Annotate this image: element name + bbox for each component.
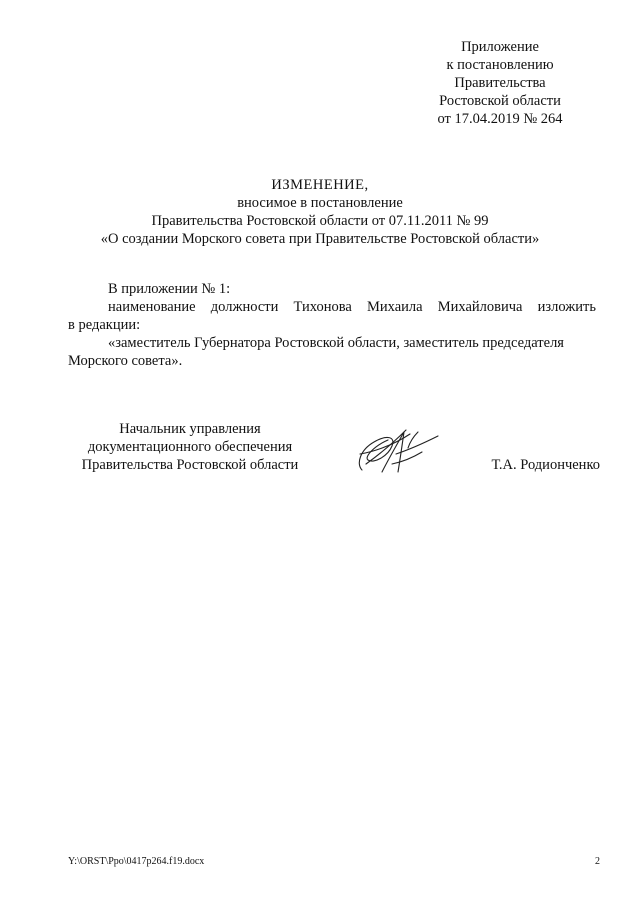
body-paragraph-line: в редакции: (68, 317, 141, 333)
appendix-line: Правительства (454, 75, 546, 91)
body-paragraph-line: Морского совета». (68, 353, 183, 369)
body-paragraph: В приложении № 1: (108, 281, 231, 297)
appendix-line: Приложение (461, 39, 539, 55)
page-number: 2 (595, 856, 600, 867)
position-line: Начальник управления (119, 421, 261, 437)
appendix-line: к постановлению (446, 57, 554, 73)
position-line: документационного обеспечения (87, 439, 293, 455)
document-title (60, 176, 580, 248)
appendix-line: Ростовской области (439, 93, 561, 109)
appendix-header (420, 38, 580, 128)
appendix-date-number: от 17.04.2019 № 264 (437, 111, 563, 127)
position-line: Правительства Ростовской области (81, 457, 299, 473)
document-body (68, 280, 596, 370)
body-paragraph-line: «заместитель Губернатора Ростовской области, заместитель председателя (108, 335, 564, 351)
title-line: Правительства Ростовской области от 07.11.2011 № 99 (151, 213, 489, 229)
signatory-position (60, 420, 320, 474)
title-line: «О создании Морского совета при Правительстве Ростовской области» (100, 231, 540, 247)
file-path: Y:\ORST\Ppo\0417p264.f19.docx (68, 856, 205, 867)
signatory-name: Т.А. Родионченко (491, 457, 600, 473)
title-line: вносимое в постановление (237, 195, 403, 211)
title-main: ИЗМЕНЕНИЕ, (271, 177, 369, 193)
body-paragraph-line: наименование должности Тихонова Михаила Михайловича изложить (108, 299, 596, 315)
handwritten-signature (352, 424, 442, 478)
